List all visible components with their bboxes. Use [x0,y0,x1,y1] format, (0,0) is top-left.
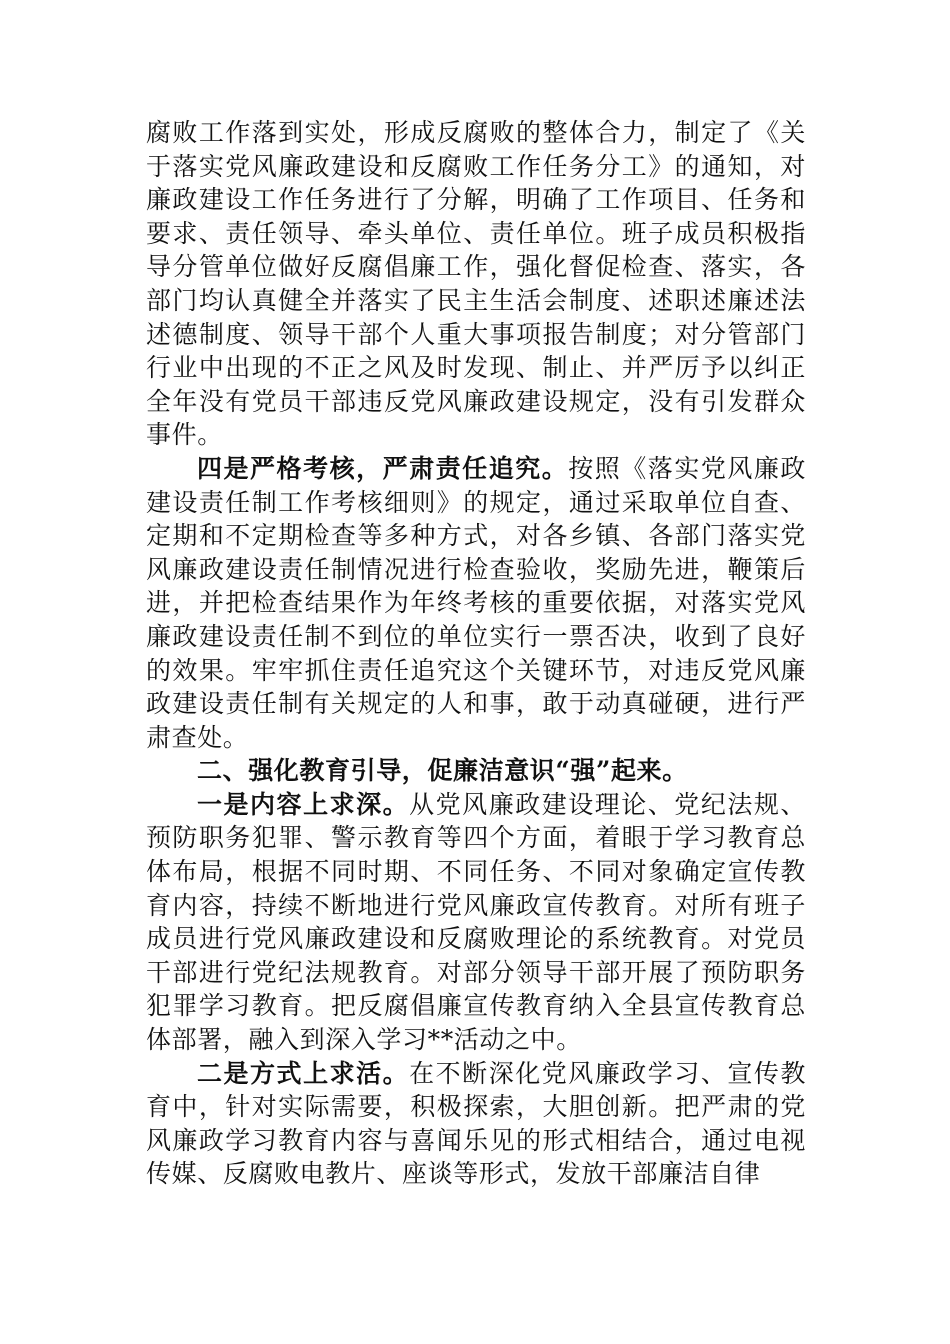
paragraph-lead: 二是方式上求活。 [197,1058,410,1088]
paragraph-lead: 一是内容上求深。 [197,789,410,819]
paragraph-text: 腐败工作落到实处，形成反腐败的整体合力，制定了《关于落实党风廉政建设和反腐败工作任务分工》的通知，对廉政建设工作任务进行了分解，明确了工作项目、任务和要求、责任领导、牵头单位、责任单位。班子成员积极指导分管单位做好反腐倡廉工作，强化督促检查、落实，各部门均认真健全并落实了民主生活会制度、述职述廉述法述德制度、领导干部个人重大事项报告制度；对分管部门行业中出现的不正之风及时发现、制止、并严厉予以纠正全年没有党员干部违反党风廉政建设规定，没有引发群众事件。 [146,118,806,450]
paragraph-content-depth [146,788,806,1057]
section-heading: 二、强化教育引导，促廉洁意识“强”起来。 [197,756,688,786]
paragraph-text: 按照《落实党风廉政建设责任制工作考核细则》的规定，通过采取单位自查、定期和不定期检查等多种方式，对各乡镇、各部门落实党风廉政建设责任制情况进行检查验收，奖励先进，鞭策后进，并把检查结果作为年终考核的重要依据，对落实党风廉政建设责任制不到位的单位实行一票否决，收到了良好的效果。牢牢抓住责任追究这个关键环节，对违反党风廉政建设责任制有关规定的人和事，敢于动真碰硬，进行严肃查处。 [146,453,806,752]
paragraph-method-flexibility [146,1057,806,1191]
paragraph-text: 在不断深化党风廉政学习、宣传教育中，针对实际需要，积极探索，大胆创新。把严肃的党风廉政学习教育内容与喜闻乐见的形式相结合，通过电视传媒、反腐败电教片、座谈等形式，发放干部廉洁自律 [146,1058,806,1189]
paragraph-text: 从党风廉政建设理论、党纪法规、预防职务犯罪、警示教育等四个方面，着眼于学习教育总体布局，根据不同时期、不同任务、不同对象确定宣传教育内容，持续不断地进行党风廉政宣传教育。对所有班子成员进行党风廉政建设和反腐败理论的系统教育。对党员干部进行党纪法规教育。对部分领导干部开展了预防职务犯罪学习教育。把反腐倡廉宣传教育纳入全县宣传教育总体部署，融入到深入学习**活动之中。 [146,789,806,1055]
paragraph-lead: 四是严格考核，严肃责任追究。 [197,453,569,483]
document-page [146,116,806,1191]
paragraph-strict-assessment [146,452,806,754]
paragraph-continuation [146,116,806,452]
